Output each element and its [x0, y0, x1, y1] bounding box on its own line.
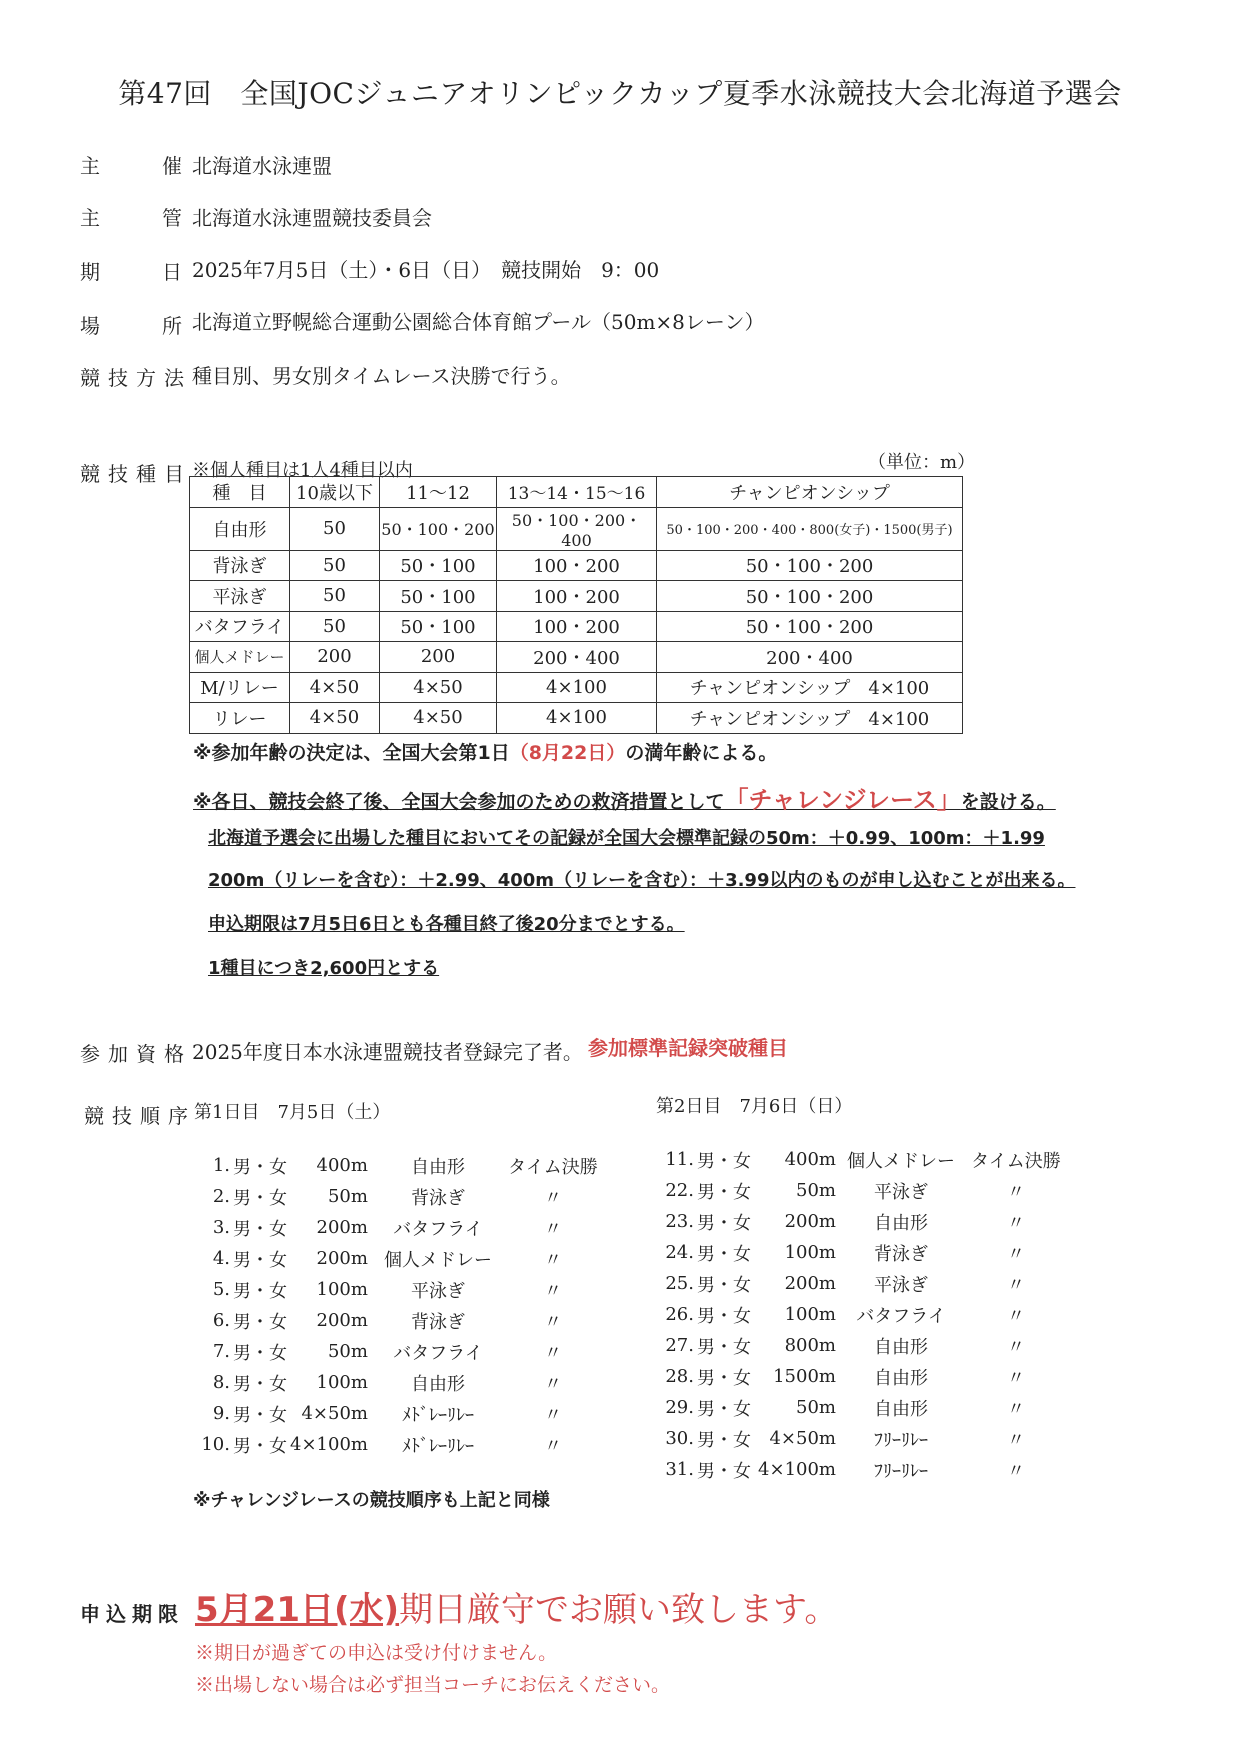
- event-stroke: ﾒﾄﾞﾚｰﾘﾚｰ: [401, 1435, 474, 1457]
- events-cell: 4×100: [497, 703, 657, 734]
- event-format: 〃: [1007, 1305, 1025, 1327]
- event-format: 〃: [543, 1342, 562, 1364]
- day2-heading: 第2日目 7月6日（日）: [656, 1096, 853, 1117]
- event-gender: 男・女: [697, 1398, 751, 1420]
- schedule-row: [654, 1299, 1076, 1330]
- events-cell: 自由形: [190, 507, 290, 550]
- event-format: タイム決勝: [971, 1150, 1061, 1172]
- event-stroke: バタフライ: [393, 1342, 483, 1364]
- event-stroke: 平泳ぎ: [410, 1280, 465, 1302]
- events-cell: 100・200: [497, 581, 657, 612]
- event-gender: 男・女: [697, 1336, 751, 1358]
- host-label-b: 催: [162, 154, 184, 178]
- venue-label-b: 所: [162, 314, 184, 338]
- event-number: 25.: [665, 1273, 694, 1294]
- event-stroke: バタフライ: [393, 1218, 483, 1240]
- deadline-note-1: ※期日が過ぎての申込は受け付けません。: [195, 1642, 558, 1664]
- events-header: 11～12: [380, 477, 497, 508]
- challenge-note-a: ※各日、競技会終了後、全国大会参加のための救済措置として: [193, 791, 725, 813]
- schedule-label: 競技順序: [84, 1104, 196, 1128]
- events-cell: 50・100・200: [657, 581, 963, 612]
- event-gender: 男・女: [233, 1435, 287, 1457]
- event-distance: 4×100m: [290, 1434, 368, 1455]
- event-stroke: 平泳ぎ: [874, 1181, 928, 1203]
- day1-schedule: [196, 1150, 608, 1460]
- event-stroke: 個人メドレー: [383, 1249, 492, 1271]
- schedule-row: [196, 1181, 608, 1212]
- event-gender: 男・女: [233, 1218, 287, 1240]
- event-stroke: 自由形: [410, 1373, 465, 1395]
- event-stroke: 背泳ぎ: [874, 1243, 928, 1265]
- challenge-note-b: を設ける。: [960, 791, 1056, 813]
- event-number: 10.: [201, 1434, 230, 1455]
- date-value: 2025年7月5日（土）・6日（日） 競技開始 9：00: [192, 258, 660, 282]
- events-header-row: [190, 477, 963, 508]
- event-number: 6.: [212, 1310, 230, 1331]
- events-cell: 200: [290, 642, 380, 673]
- schedule-row: [196, 1243, 608, 1274]
- event-distance: 50m: [327, 1341, 368, 1362]
- event-distance: 400m: [784, 1149, 836, 1170]
- event-distance: 200m: [784, 1273, 836, 1294]
- schedule-row: [654, 1330, 1076, 1361]
- events-cell: M/リレー: [190, 672, 290, 703]
- schedule-row: [654, 1268, 1076, 1299]
- event-format: 〃: [543, 1311, 562, 1333]
- event-number: 9.: [212, 1403, 230, 1424]
- event-stroke: ﾒﾄﾞﾚｰﾘﾚｰ: [401, 1404, 474, 1426]
- events-row: [190, 642, 963, 673]
- events-cell: 4×50: [290, 672, 380, 703]
- event-stroke: 自由形: [410, 1156, 465, 1178]
- event-gender: 男・女: [697, 1274, 751, 1296]
- events-row: [190, 611, 963, 642]
- event-format: 〃: [1007, 1243, 1025, 1265]
- event-format: 〃: [1007, 1398, 1025, 1420]
- event-distance: 800m: [784, 1335, 836, 1356]
- age-note-a: ※参加年齢の決定は、全国大会第1日: [193, 742, 510, 764]
- events-cell: 50・100・200: [657, 550, 963, 581]
- event-stroke: 自由形: [874, 1367, 928, 1389]
- event-number: 27.: [665, 1335, 694, 1356]
- event-gender: 男・女: [697, 1181, 751, 1203]
- event-gender: 男・女: [233, 1342, 287, 1364]
- event-format: 〃: [1007, 1212, 1025, 1234]
- event-stroke: 平泳ぎ: [874, 1274, 928, 1296]
- event-format: 〃: [1007, 1367, 1025, 1389]
- events-cell: 50・100: [380, 550, 497, 581]
- schedule-row: [654, 1392, 1076, 1423]
- event-format: 〃: [1007, 1181, 1025, 1203]
- events-row: [190, 550, 963, 581]
- events-header: 13～14・15～16: [497, 477, 657, 508]
- events-row: [190, 507, 963, 550]
- events-cell: 50・100: [380, 611, 497, 642]
- event-gender: 男・女: [233, 1187, 287, 1209]
- event-stroke: 自由形: [874, 1336, 928, 1358]
- events-cell: 50・100・200: [380, 507, 497, 550]
- event-format: 〃: [543, 1404, 562, 1426]
- challenge-condition-1: 北海道予選会に出場した種目においてその記録が全国大会標準記録の50m：＋0.99、100m：＋1.99: [208, 828, 1045, 849]
- events-unit: （単位：m）: [868, 452, 976, 473]
- event-format: 〃: [543, 1373, 562, 1395]
- schedule-row: [654, 1144, 1076, 1175]
- events-cell: 50・100: [380, 581, 497, 612]
- events-cell: 4×50: [380, 703, 497, 734]
- day2-schedule: [654, 1144, 1076, 1485]
- events-cell: チャンピオンシップ 4×100: [657, 672, 963, 703]
- event-distance: 4×50m: [769, 1428, 836, 1449]
- event-distance: 100m: [316, 1372, 368, 1393]
- mgmt-label-a: 主: [80, 206, 102, 230]
- event-gender: 男・女: [233, 1404, 287, 1426]
- event-distance: 4×100m: [758, 1459, 836, 1480]
- event-number: 23.: [665, 1211, 694, 1232]
- events-cell: 4×50: [290, 703, 380, 734]
- schedule-row: [196, 1212, 608, 1243]
- event-stroke: 個人メドレー: [847, 1150, 955, 1172]
- event-format: 〃: [1007, 1429, 1025, 1451]
- event-number: 31.: [665, 1459, 694, 1480]
- deadline-line: [195, 1582, 838, 1631]
- schedule-note: ※チャレンジレースの競技順序も上記と同様: [193, 1490, 550, 1511]
- challenge-race-label: 「チャレンジレース」: [724, 786, 961, 814]
- method-label: 競技方法: [80, 366, 192, 390]
- event-format: 〃: [543, 1187, 562, 1209]
- events-cell: リレー: [190, 703, 290, 734]
- event-gender: 男・女: [233, 1373, 287, 1395]
- event-distance: 100m: [784, 1304, 836, 1325]
- event-distance: 200m: [316, 1248, 368, 1269]
- events-table: [189, 476, 963, 734]
- deadline-text: 期日厳守でお願い致します。: [399, 1590, 839, 1630]
- event-format: 〃: [1007, 1460, 1025, 1482]
- event-gender: 男・女: [697, 1305, 751, 1327]
- age-note-date: （8月22日）: [509, 742, 626, 764]
- schedule-row: [196, 1305, 608, 1336]
- date-label-a: 期: [80, 260, 102, 284]
- event-number: 3.: [212, 1217, 230, 1238]
- event-number: 28.: [665, 1366, 694, 1387]
- event-format: 〃: [1007, 1336, 1025, 1358]
- qualification-label: 参加資格: [80, 1042, 192, 1066]
- event-number: 29.: [665, 1397, 694, 1418]
- deadline-label: 申込期限: [80, 1602, 184, 1626]
- mgmt-value: 北海道水泳連盟競技委員会: [192, 206, 432, 230]
- challenge-deadline: 申込期限は7月5日6日とも各種目終了後20分までとする。: [208, 914, 685, 935]
- venue-value: 北海道立野幌総合運動公園総合体育館プール（50m×8レーン）: [192, 310, 765, 334]
- event-number: 2.: [212, 1186, 230, 1207]
- events-row: [190, 672, 963, 703]
- event-number: 30.: [665, 1428, 694, 1449]
- challenge-note: [193, 780, 1056, 815]
- event-stroke: ﾌﾘｰﾘﾚｰ: [874, 1429, 928, 1451]
- events-cell: 4×50: [380, 672, 497, 703]
- events-header: 10歳以下: [290, 477, 380, 508]
- schedule-row: [654, 1206, 1076, 1237]
- event-distance: 1500m: [773, 1366, 836, 1387]
- page-title: 第47回 全国JOCジュニアオリンピックカップ夏季水泳競技大会北海道予選会: [118, 77, 1122, 110]
- event-gender: 男・女: [233, 1311, 287, 1333]
- event-distance: 4×50m: [301, 1403, 368, 1424]
- schedule-row: [196, 1274, 608, 1305]
- events-cell: 100・200: [497, 550, 657, 581]
- event-number: 4.: [212, 1248, 230, 1269]
- events-cell: 50・100・200・400・800(女子)・1500(男子): [657, 507, 963, 550]
- event-distance: 400m: [316, 1155, 368, 1176]
- events-cell: 背泳ぎ: [190, 550, 290, 581]
- schedule-row: [654, 1423, 1076, 1454]
- deadline-note-2: ※出場しない場合は必ず担当コーチにお伝えください。: [195, 1674, 671, 1696]
- schedule-row: [654, 1237, 1076, 1268]
- event-format: 〃: [543, 1435, 562, 1457]
- event-number: 7.: [212, 1341, 230, 1362]
- date-label-b: 日: [162, 260, 184, 284]
- event-distance: 200m: [316, 1310, 368, 1331]
- events-cell: 50: [290, 507, 380, 550]
- events-cell: 50: [290, 550, 380, 581]
- day1-heading: 第1日目 7月5日（土）: [194, 1102, 391, 1123]
- events-cell: チャンピオンシップ 4×100: [657, 703, 963, 734]
- events-cell: バタフライ: [190, 611, 290, 642]
- events-header: 種 目: [190, 477, 290, 508]
- event-number: 1.: [212, 1155, 230, 1176]
- events-cell: 50・100・200・400: [497, 507, 657, 550]
- event-format: 〃: [543, 1280, 562, 1302]
- event-distance: 50m: [327, 1186, 368, 1207]
- schedule-row: [654, 1454, 1076, 1485]
- event-number: 24.: [665, 1242, 694, 1263]
- method-value: 種目別、男女別タイムレース決勝で行う。: [192, 364, 571, 388]
- deadline-date: 5月21日(水): [195, 1590, 400, 1630]
- schedule-row: [196, 1336, 608, 1367]
- event-distance: 100m: [784, 1242, 836, 1263]
- age-note: [193, 738, 777, 765]
- event-gender: 男・女: [697, 1367, 751, 1389]
- events-header: チャンピオンシップ: [657, 477, 963, 508]
- event-gender: 男・女: [233, 1280, 287, 1302]
- event-stroke: 背泳ぎ: [410, 1311, 465, 1333]
- event-stroke: 背泳ぎ: [410, 1187, 465, 1209]
- event-number: 8.: [212, 1372, 230, 1393]
- host-value: 北海道水泳連盟: [192, 154, 332, 178]
- events-cell: 50: [290, 611, 380, 642]
- event-distance: 200m: [316, 1217, 368, 1238]
- age-note-b: の満年齢による。: [625, 742, 778, 764]
- event-format: タイム決勝: [508, 1156, 598, 1178]
- host-label-a: 主: [80, 154, 102, 178]
- schedule-row: [196, 1429, 608, 1460]
- events-cell: 個人メドレー: [190, 642, 290, 673]
- schedule-row: [196, 1150, 608, 1181]
- event-format: 〃: [1007, 1274, 1025, 1296]
- event-number: 5.: [212, 1279, 230, 1300]
- event-format: 〃: [543, 1249, 562, 1271]
- schedule-row: [196, 1398, 608, 1429]
- events-cell: 200: [380, 642, 497, 673]
- events-row: [190, 581, 963, 612]
- schedule-row: [196, 1367, 608, 1398]
- event-distance: 50m: [796, 1397, 836, 1418]
- event-stroke: ﾌﾘｰﾘﾚｰ: [874, 1460, 928, 1482]
- events-cell: 200・400: [497, 642, 657, 673]
- events-cell: 4×100: [497, 672, 657, 703]
- events-note: ※個人種目は1人4種目以内: [192, 460, 413, 481]
- events-cell: 平泳ぎ: [190, 581, 290, 612]
- challenge-condition-2: 200m（リレーを含む）：＋2.99、400m（リレーを含む）：＋3.99以内のものが申し込むことが出来る。: [208, 870, 1076, 891]
- events-cell: 50: [290, 581, 380, 612]
- events-cell: 100・200: [497, 611, 657, 642]
- event-number: 26.: [665, 1304, 694, 1325]
- event-gender: 男・女: [697, 1243, 751, 1265]
- event-distance: 100m: [316, 1279, 368, 1300]
- events-cell: 50・100・200: [657, 611, 963, 642]
- schedule-row: [654, 1175, 1076, 1206]
- event-number: 22.: [665, 1180, 694, 1201]
- events-row: [190, 703, 963, 734]
- qualification-red: 参加標準記録突破種目: [588, 1036, 788, 1060]
- event-stroke: 自由形: [874, 1398, 928, 1420]
- event-distance: 50m: [796, 1180, 836, 1201]
- event-distance: 200m: [784, 1211, 836, 1232]
- qualification-value: 2025年度日本水泳連盟競技者登録完了者。: [192, 1040, 583, 1064]
- event-gender: 男・女: [233, 1156, 287, 1178]
- venue-label-a: 場: [80, 314, 102, 338]
- mgmt-label-b: 管: [162, 206, 184, 230]
- event-gender: 男・女: [697, 1460, 751, 1482]
- event-format: 〃: [543, 1218, 562, 1240]
- events-label: 競技種目: [80, 462, 192, 486]
- events-cell: 200・400: [657, 642, 963, 673]
- event-gender: 男・女: [697, 1150, 751, 1172]
- event-gender: 男・女: [233, 1249, 287, 1271]
- event-stroke: バタフライ: [856, 1305, 946, 1327]
- event-gender: 男・女: [697, 1429, 751, 1451]
- event-stroke: 自由形: [874, 1212, 928, 1234]
- schedule-row: [654, 1361, 1076, 1392]
- challenge-fee: 1種目につき2,600円とする: [208, 958, 440, 979]
- event-number: 11.: [665, 1149, 694, 1170]
- event-gender: 男・女: [697, 1212, 751, 1234]
